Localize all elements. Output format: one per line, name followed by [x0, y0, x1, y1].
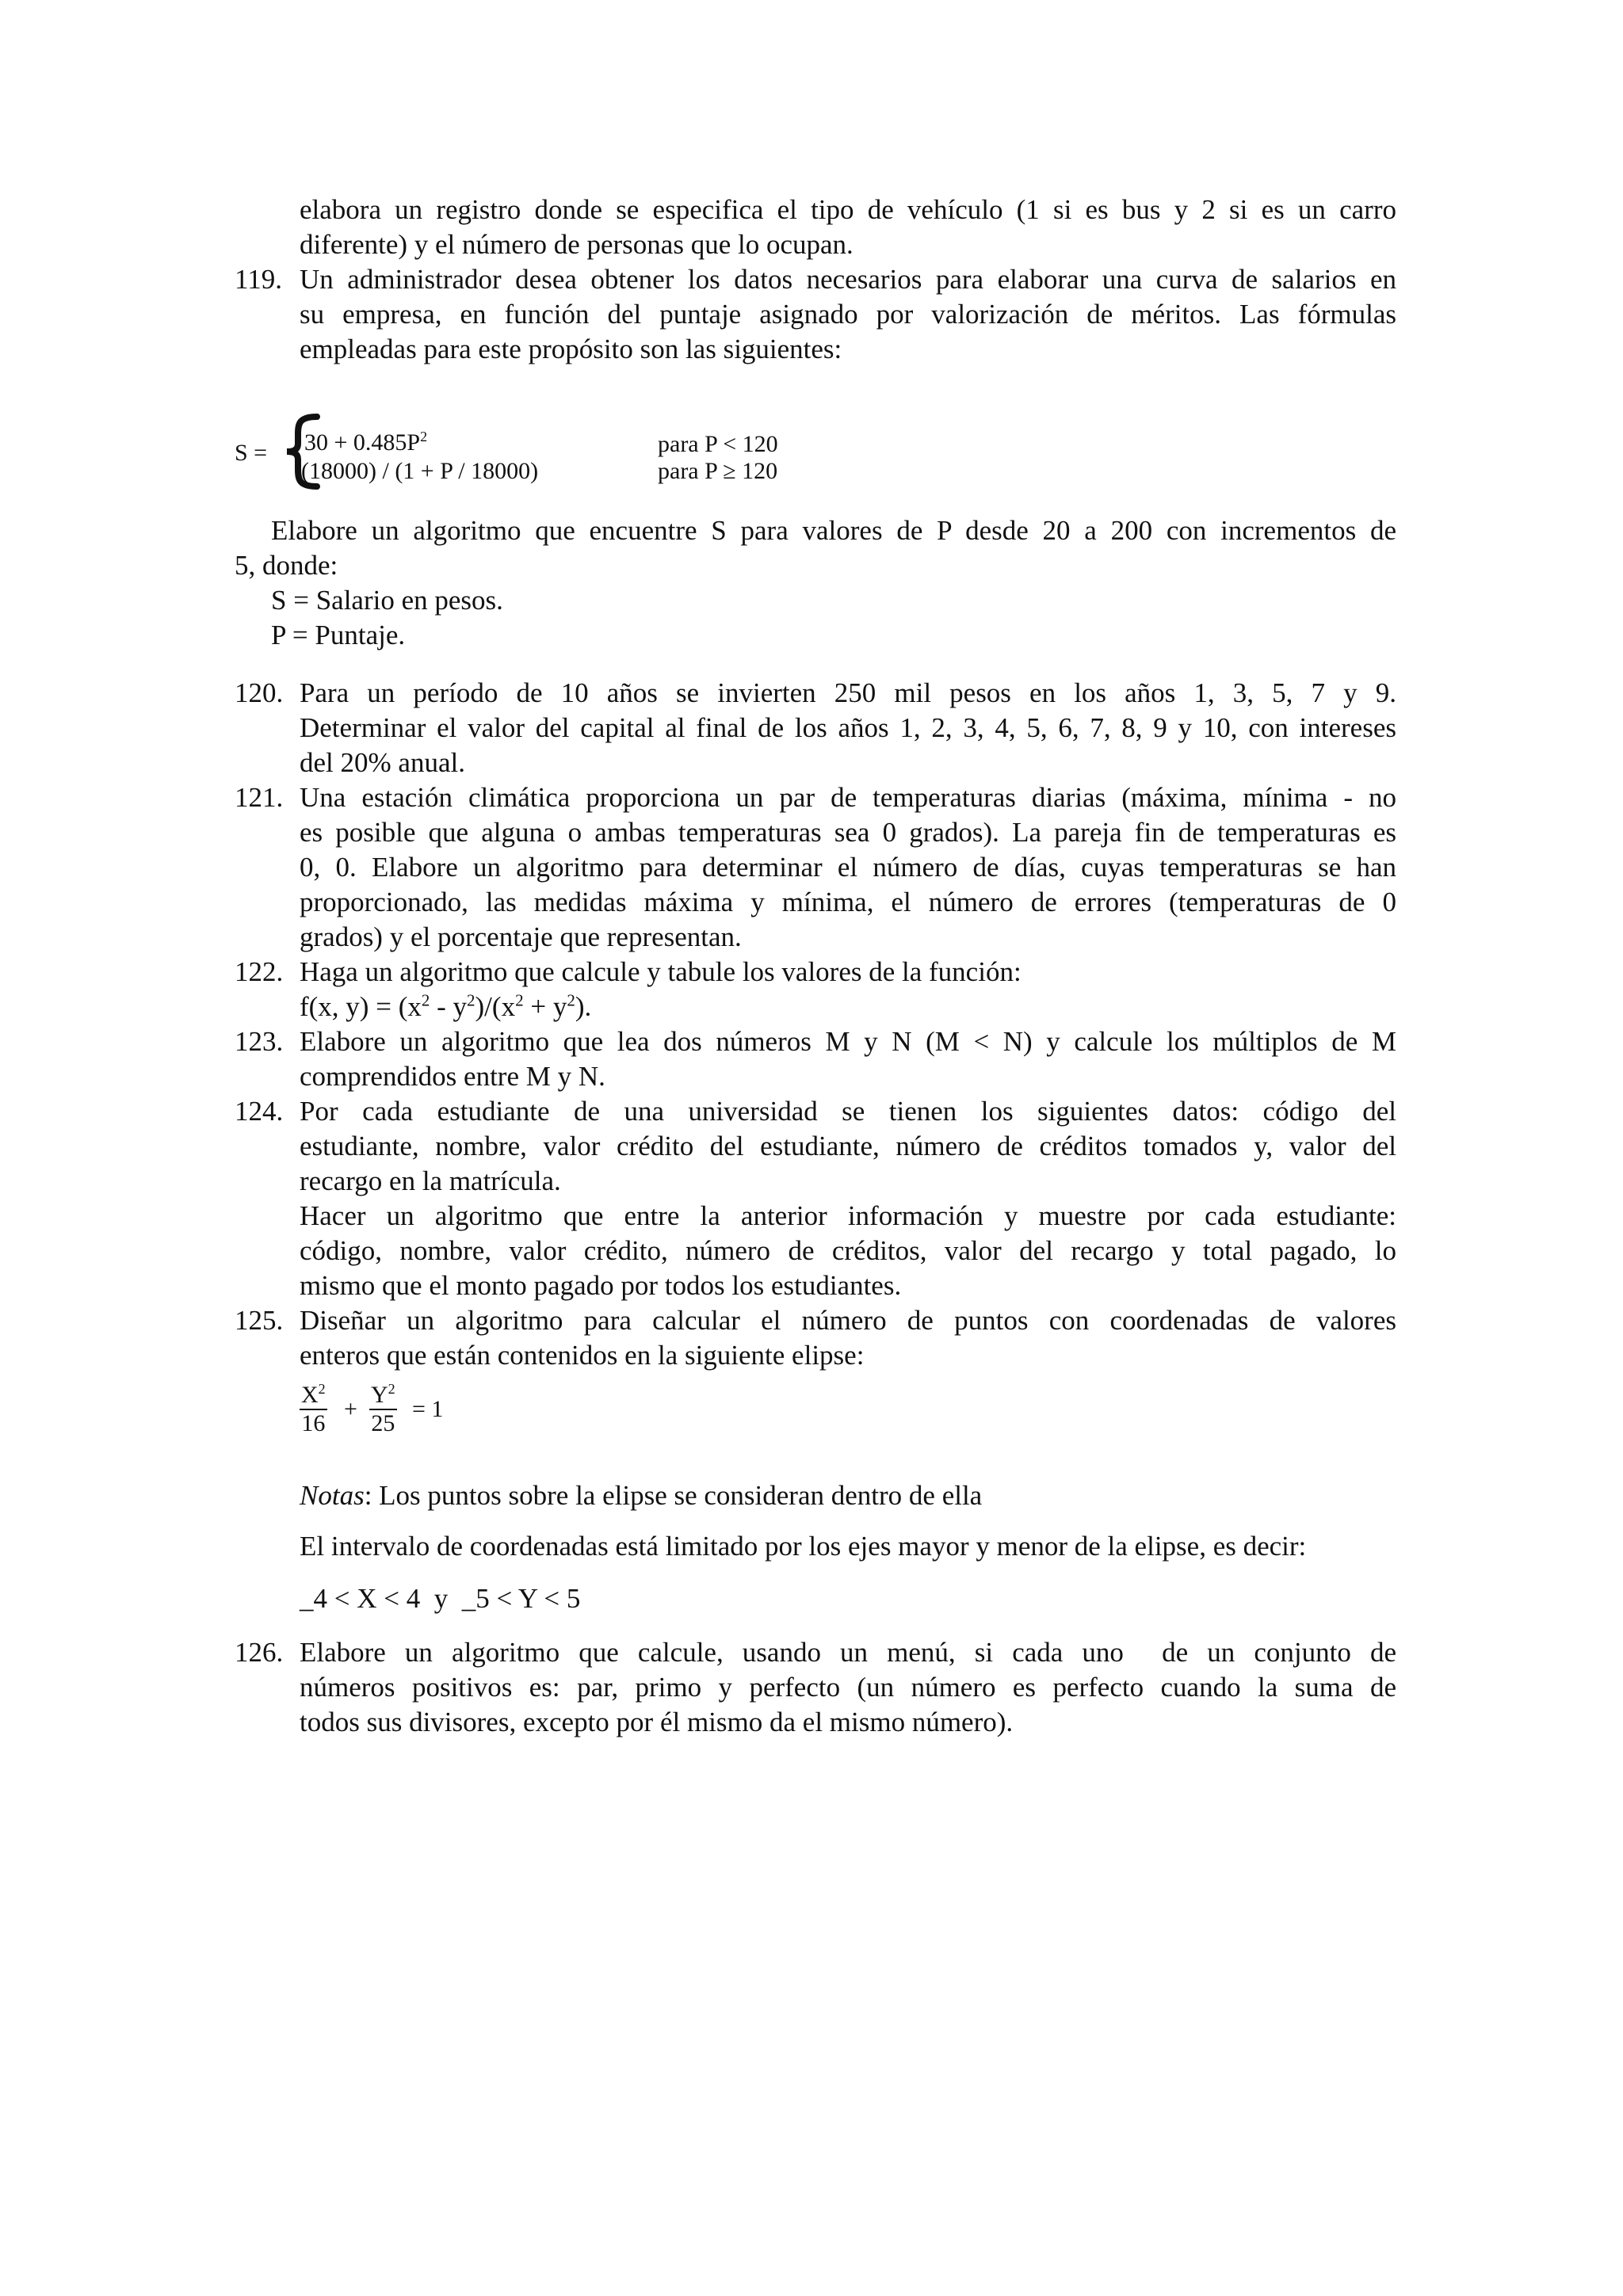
item-121-text: proporcionado, las medidas máxima y mínima, el número de errores (temperaturas de 0	[300, 887, 1396, 917]
item-124-text: recargo en la matrícula.	[300, 1165, 561, 1196]
item-121-text: Una estación climática proporciona un par de temperaturas diarias (máxima, mínima - no	[300, 782, 1396, 813]
fraction-x: $\frac{X^2}{16}$	[301, 1381, 326, 1436]
item-124-text: mismo que el monto pagado por todos los estudiantes.	[300, 1270, 902, 1301]
notes-text: : Los puntos sobre la elipse se consideran dentro de ella	[364, 1480, 983, 1511]
item-122-text: Haga un algoritmo que calcule y tabule los valores de la función:	[300, 956, 1022, 987]
notes-label: Notas	[300, 1480, 365, 1511]
item-number-126: 126.	[235, 1637, 284, 1668]
item-121-text: es posible que alguna o ambas temperaturas sea 0 grados). La pareja fin de temperaturas es	[300, 817, 1396, 848]
item-number-125: 125.	[235, 1305, 284, 1336]
elabore-text: Elabore un algoritmo que encuentre S para valores de P desde 20 a 200 con incrementos de	[271, 515, 1396, 546]
item-number-121: 121.	[235, 782, 284, 813]
item-number-124: 124.	[235, 1096, 284, 1127]
coordinate-range: _4 < X < 4 y _5 < Y < 5	[300, 1583, 581, 1614]
interval-text: El intervalo de coordenadas está limitado por los ejes mayor y menor de la elipse, es decir:	[300, 1531, 1307, 1562]
formula-case-1: $30 + 0.485P^2$	[304, 429, 428, 456]
item-120-text: Determinar el valor del capital al final de los años 1, 2, 3, 4, 5, 6, 7, 8, 9 y 10, con intereses	[300, 712, 1396, 743]
item-121-text: 0, 0. Elabore un algoritmo para determinar el número de días, cuyas temperaturas se han	[300, 852, 1396, 883]
item-120-text: del 20% anual.	[300, 747, 465, 778]
item-124-text: estudiante, nombre, valor crédito del estudiante, número de créditos tomados y, valor del	[300, 1131, 1396, 1161]
item-125-text: enteros que están contenidos en la siguiente elipse:	[300, 1340, 865, 1371]
plus-sign: +	[344, 1396, 357, 1422]
item-124-text: Hacer un algoritmo que entre la anterior información y muestre por cada estudiante:	[300, 1200, 1396, 1231]
item-number-120: 120.	[235, 677, 284, 708]
paragraph-line: elabora un registro donde se especifica el tipo de vehículo (1 si es bus y 2 si es un carro	[300, 194, 1396, 225]
item-119-text: empleadas para este propósito son las siguientes:	[300, 334, 842, 364]
item-126-text: números positivos es: par, primo y perfecto (un número es perfecto cuando la suma de	[300, 1672, 1396, 1703]
fraction-y: $\frac{Y^2}{25}$	[371, 1381, 395, 1436]
notes-line	[300, 1478, 982, 1513]
item-119-text: Un administrador desea obtener los datos necesarios para elaborar una curva de salarios en	[300, 264, 1396, 295]
formula-case-1-condition: para P < 120	[658, 431, 778, 457]
item-120-text: Para un período de 10 años se invierten 250 mil pesos en los años 1, 3, 5, 7 y 9.	[300, 677, 1396, 708]
formula-case-2: (18000) / (1 + P / 18000)	[301, 458, 539, 484]
definition-p: P = Puntaje.	[271, 620, 406, 650]
equals-one: = 1	[412, 1396, 444, 1422]
function-formula: f(x, $y) = (x^2 - y^2)/(x^2 + y^2)$.	[300, 990, 592, 1022]
item-126-text: todos sus divisores, excepto por él mismo da el mismo número).	[300, 1707, 1014, 1737]
item-121-text: grados) y el porcentaje que representan.	[300, 921, 742, 952]
item-126-text: Elabore un algoritmo que calcule, usando un menú, si cada uno de un conjunto de	[300, 1637, 1396, 1668]
item-124-text: Por cada estudiante de una universidad se tienen los siguientes datos: código del	[300, 1096, 1396, 1127]
formula-lhs: S =	[235, 440, 268, 466]
item-number-119: 119.	[235, 264, 282, 295]
definition-s: S = Salario en pesos.	[271, 585, 503, 616]
formula-case-2-condition: para P ≥ 120	[658, 458, 778, 484]
item-124-text: código, nombre, valor crédito, número de créditos, valor del recargo y total pagado, lo	[300, 1235, 1396, 1266]
paragraph-line: diferente) y el número de personas que lo ocupan.	[300, 229, 854, 260]
item-123-text: Elabore un algoritmo que lea dos números M y N (M < N) y calcule los múltiplos de M	[300, 1026, 1396, 1057]
item-number-122: 122.	[235, 956, 284, 987]
elabore-text: 5, donde:	[235, 550, 338, 581]
item-123-text: comprendidos entre M y N.	[300, 1061, 605, 1092]
item-125-text: Diseñar un algoritmo para calcular el número de puntos con coordenadas de valores	[300, 1305, 1396, 1336]
item-number-123: 123.	[235, 1026, 284, 1057]
item-119-text: su empresa, en función del puntaje asignado por valorización de méritos. Las fórmulas	[300, 299, 1396, 330]
